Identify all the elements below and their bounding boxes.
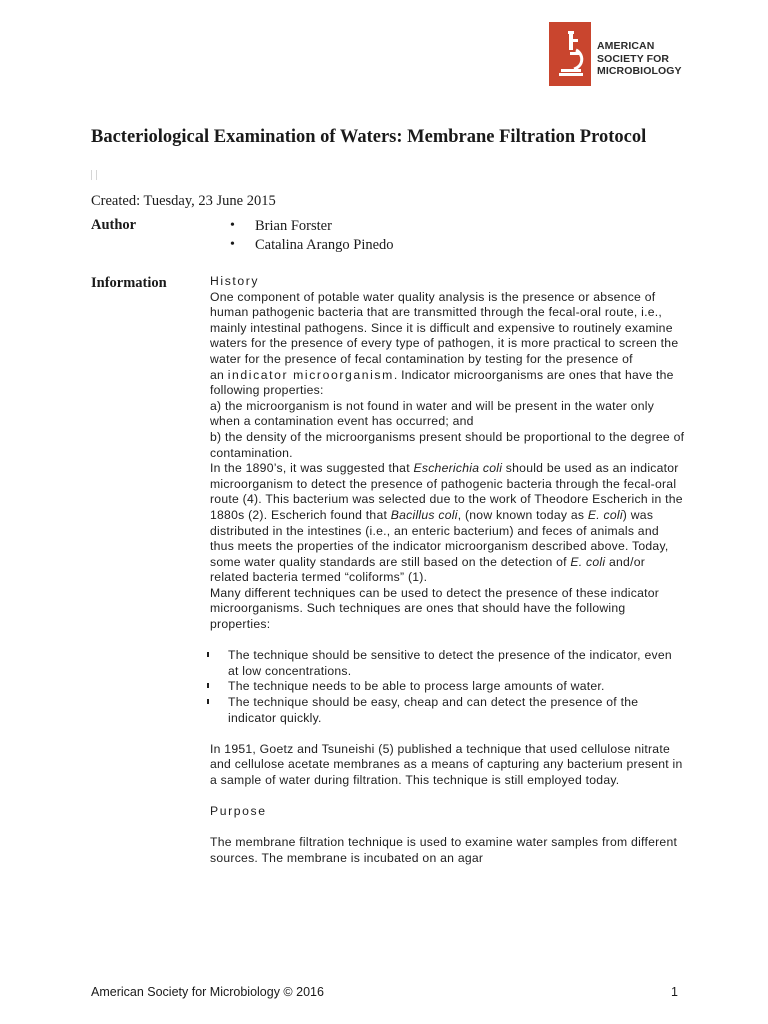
- history-paragraph-2: [210, 368, 685, 399]
- p2-prefix: an: [210, 367, 228, 382]
- history-paragraph-5: In 1951, Goetz and Tsuneishi (5) published a technique that used cellulose nitrate and cellulose acetate membranes as a means of capturing any bacterium present in a sample of water during filtration. This technique is still employed today.: [210, 741, 683, 787]
- logo-line-1: AMERICAN: [597, 40, 655, 52]
- logo-line-3: MICROBIOLOGY: [597, 65, 682, 77]
- author-item: • Catalina Arango Pinedo: [228, 236, 394, 255]
- history-paragraph-4: Many different techniques can be used to detect the presence of these indicator microorganisms. Such techniques are ones that should have the following properties:: [210, 585, 660, 632]
- information-body: [210, 274, 685, 867]
- microscope-icon: [549, 22, 591, 86]
- created-date: Created: Tuesday, 23 June 2015: [91, 193, 276, 209]
- information-label: Information: [91, 275, 167, 291]
- p3-italic-3: E. coli: [587, 507, 623, 522]
- p3-italic-4: E. coli: [570, 554, 606, 569]
- purpose-heading: Purpose: [210, 804, 267, 819]
- p3-text-4: ) was distributed in the intestines (i.e., an enteric bacterium) and feces of animals and thus meets the properties of the indicator microorganism described above. Today, some water quality standards are still based on the detection of: [210, 507, 669, 569]
- p3-text-3: , (now known today as: [457, 507, 588, 522]
- p3-text-5: and/or related bacteria termed “coliforms” (1).: [210, 554, 646, 585]
- logo-line-2: SOCIETY FOR: [597, 52, 670, 65]
- p3-italic-1: Escherichia coli: [413, 461, 503, 476]
- bullet-item: The technique should be easy, cheap and can detect the presence of the indicator quickly.: [210, 695, 685, 726]
- spacer: [210, 726, 685, 742]
- purpose-paragraph: The membrane filtration technique is used to examine water samples from different sources. The membrane is incubated on an agar: [210, 835, 678, 865]
- spacer: [210, 820, 685, 836]
- page-number: 1: [671, 985, 678, 999]
- bullet-item: The technique needs to be able to process large amounts of water.: [210, 679, 685, 695]
- author-item: • Brian Forster: [228, 217, 394, 236]
- spacer: [210, 633, 685, 649]
- logo-wordmark: [597, 40, 682, 78]
- author-list: [228, 217, 394, 254]
- history-paragraph-3: [210, 461, 685, 586]
- bullet-item: The technique should be sensitive to detect the presence of the indicator, even at low concentrations.: [210, 648, 685, 679]
- spacer: [210, 789, 685, 805]
- history-heading: History: [210, 274, 260, 288]
- footer-copyright: American Society for Microbiology © 2016: [91, 985, 324, 999]
- author-label: Author: [91, 217, 137, 233]
- p3-text-1: In the 1890’s, it was suggested that: [210, 461, 414, 476]
- history-paragraph-1: One component of potable water quality analysis is the presence or absence of human pathogenic bacteria that are transmitted through the fecal-oral route, i.e., mainly intestinal pathogens. Since it is difficult and expensive to routinely examine waters for the presence of every type of pathogen, it is more practical to screen the water for the presence of fecal contamination by testing for the presence of: [210, 289, 679, 366]
- p2-rest: . Indicator microorganisms are ones that have the following properties:: [210, 367, 674, 398]
- indicator-term: indicator microorganism: [227, 367, 394, 382]
- property-b: b) the density of the microorganisms present should be proportional to the degree of contamination.: [210, 429, 685, 460]
- asm-logo: [549, 22, 689, 86]
- technique-bullet-list: [210, 648, 685, 726]
- p3-text-2: should be used as an indicator microorganism to detect the presence of pathogenic bacteria through the fecal-oral route (4). This bacterium was selected due to the work of Theodore Escherich in the 1880s (2). Escherich found that: [210, 461, 683, 522]
- text-cursor-marker: [91, 170, 97, 180]
- property-a: a) the microorganism is not found in water and will be present in the water only when a contamination event has occurred; and: [210, 398, 655, 429]
- p3-italic-2: Bacillus coli: [390, 507, 458, 522]
- document-title: Bacteriological Examination of Waters: Membrane Filtration Protocol: [91, 127, 647, 147]
